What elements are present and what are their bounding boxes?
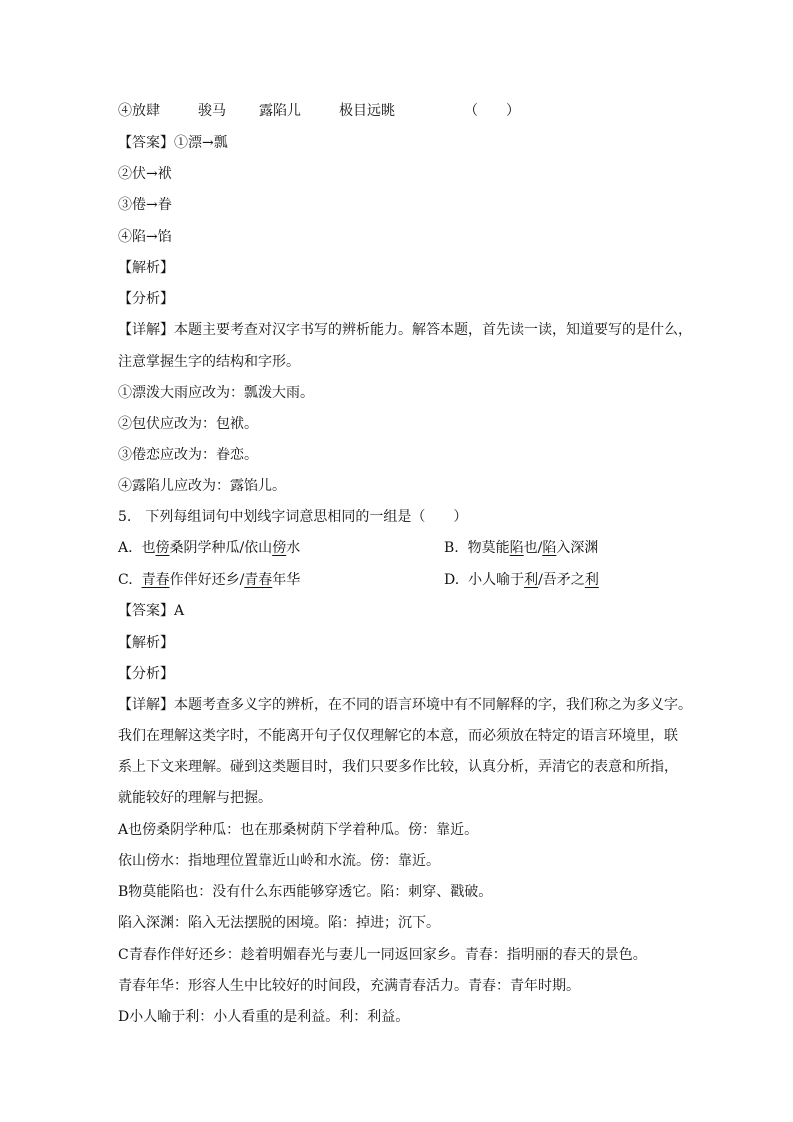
q5-stem: 5. 下列每组词句中划线字词意思相同的一组是（ ） <box>118 509 468 525</box>
option-text: 也 <box>141 540 156 556</box>
option-text: 年华 <box>272 572 301 588</box>
q4-answer-3: ③倦→眷 <box>118 197 172 213</box>
q5-detail-item3: B物莫能陷也：没有什么东西能够穿透它。陷：刺穿、戳破。 <box>118 884 493 900</box>
q5-detail-item2: 依山傍水：指地理位置靠近山岭和水流。傍：靠近。 <box>118 853 440 869</box>
underlined-word: 利 <box>584 572 599 588</box>
q5-detail-item6: 青春年华：形容人生中比较好的时间段，充满青春活力。青春：青年时期。 <box>118 978 580 994</box>
q4-item4-line <box>118 101 520 121</box>
q5-option-a <box>118 538 300 558</box>
q4-item4-word2: 骏马 <box>198 103 226 119</box>
q5-detail-item1: A也傍桑阴学种瓜：也在那桑树荫下学着种瓜。傍：靠近。 <box>118 822 479 838</box>
q5-option-d <box>444 570 599 590</box>
underlined-word: 青春 <box>244 572 273 588</box>
option-text: /吾矛之 <box>538 572 585 588</box>
q4-detail-label: 【详解】 <box>118 322 174 338</box>
q4-detail-line2: 注意掌握生字的结构和字形。 <box>118 354 300 370</box>
option-letter: D. <box>444 572 460 588</box>
option-text: 水 <box>286 540 301 556</box>
q5-detail-text1: 本题考查多义字的辨析，在不同的语言环境中有不同解释的字，我们称之为多义字。 <box>174 697 692 713</box>
q4-item4-word4: 极目远眺 <box>339 103 395 119</box>
q5-detail-line1 <box>118 695 692 715</box>
q4-detail-item4: ④露陷儿应改为：露馅儿。 <box>118 478 286 494</box>
q4-answer-4: ④陷→馅 <box>118 229 172 245</box>
q4-jiexi-heading: 【解析】 <box>118 260 174 276</box>
option-text: 入深渊 <box>556 540 599 556</box>
q5-answer: 【答案】A <box>118 603 185 619</box>
q5-detail-item7: D小人喻于利：小人看重的是利益。利：利益。 <box>118 1009 410 1025</box>
option-text: 也/ <box>523 540 543 556</box>
q4-detail-item1: ①漂泼大雨应改为：瓢泼大雨。 <box>118 385 314 401</box>
option-letter: B. <box>444 540 459 556</box>
q4-detail-item3: ③倦恋应改为：眷恋。 <box>118 447 258 463</box>
q5-detail-line4: 就能较好的理解与把握。 <box>118 790 272 806</box>
option-text: 小人喻于 <box>468 572 525 588</box>
q5-detail-item4: 陷入深渊：陷入无法摆脱的困境。陷：掉进；沉下。 <box>118 915 440 931</box>
q4-answer-2: ②伏→袱 <box>118 166 172 182</box>
q4-answer-first: ①漂→瓢 <box>174 135 228 151</box>
q5-detail-line3: 系上下文来理解。碰到这类题目时，我们只要多作比较，认真分析，弄清它的表意和所指， <box>118 759 678 775</box>
underlined-word: 利 <box>524 572 539 588</box>
q5-detail-item5: C青春作伴好还乡：趁着明媚春光与妻儿一同返回家乡。青春：指明丽的春天的景色。 <box>118 947 647 963</box>
q5-detail-line2: 我们在理解这类字时，不能离开句子仅仅理解它的本意，而必须放在特定的语言环境里，联 <box>118 728 678 744</box>
q4-item4-word1: ④放肆 <box>118 103 160 119</box>
option-text: 物莫能 <box>467 540 510 556</box>
q5-fenxi-heading: 【分析】 <box>118 666 174 682</box>
option-text: 作伴好还乡/ <box>169 572 245 588</box>
q4-detail-text1: 本题主要考查对汉字书写的辨析能力。解答本题，首先读一读，知道要写的是什么， <box>174 322 692 338</box>
q4-item4-paren: （ ） <box>464 103 520 119</box>
q4-answer-label: 【答案】 <box>118 135 174 151</box>
q5-detail-label: 【详解】 <box>118 697 174 713</box>
q5-option-b <box>444 538 598 558</box>
underlined-word: 陷 <box>509 540 524 556</box>
q4-detail-line1 <box>118 320 692 340</box>
underlined-word: 傍 <box>272 540 287 556</box>
q5-jiexi-heading: 【解析】 <box>118 635 174 651</box>
underlined-word: 傍 <box>155 540 170 556</box>
option-text: 桑阴学种瓜/依山 <box>169 540 273 556</box>
q4-item4-word3: 露陷儿 <box>259 103 301 119</box>
underlined-word: 陷 <box>542 540 557 556</box>
q4-detail-item2: ②包伏应改为：包袱。 <box>118 416 258 432</box>
option-letter: A. <box>118 540 133 556</box>
q4-answer-line <box>118 133 228 153</box>
q5-option-c <box>118 570 300 590</box>
option-letter: C. <box>118 572 133 588</box>
q4-fenxi-heading: 【分析】 <box>118 291 174 307</box>
underlined-word: 青春 <box>141 572 170 588</box>
